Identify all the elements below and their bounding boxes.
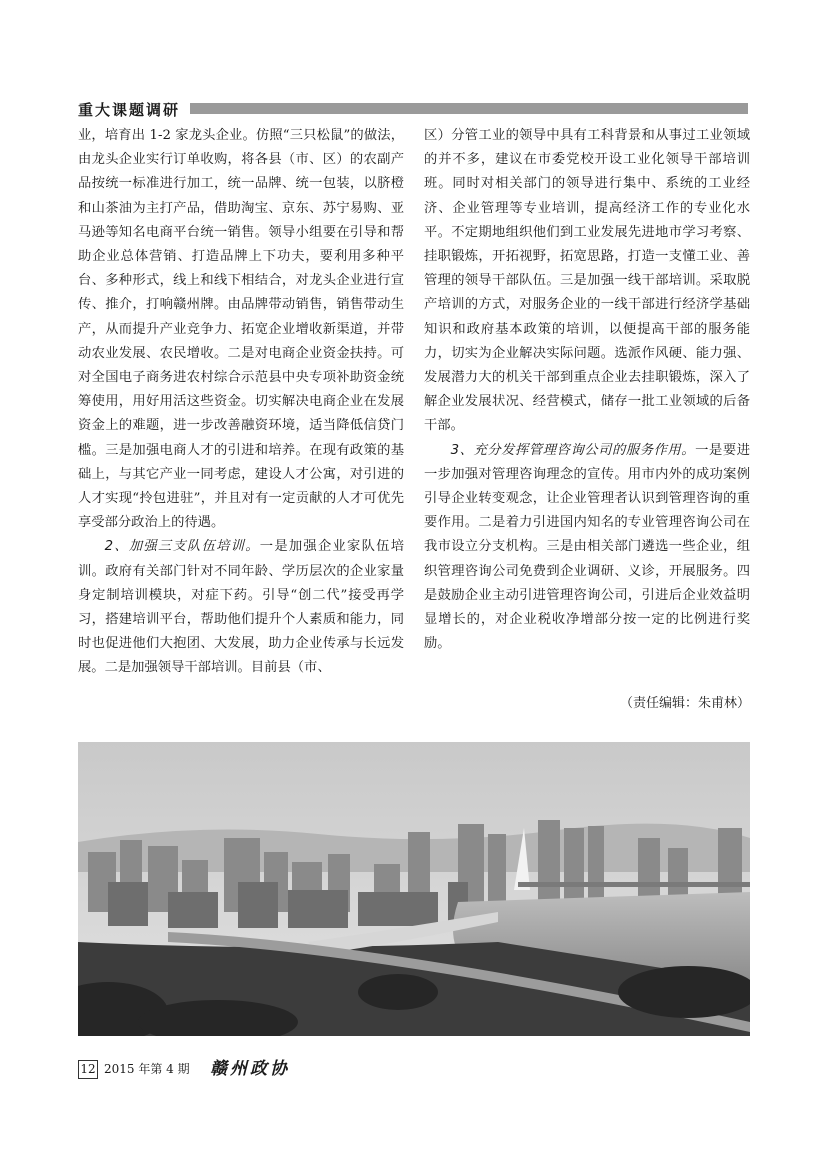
subheading-3: 3、充分发挥管理咨询公司的服务作用。 — [450, 442, 696, 458]
right-paragraph-2 — [424, 439, 750, 657]
editor-credit: （责任编辑：朱甫林） — [619, 696, 750, 711]
page-footer — [78, 1058, 478, 1082]
left-paragraph-2-body: 一是加强企业家队伍培训。政府有关部门针对不同年龄、学历层次的企业家量身定制培训模块，对症下药。引导“创二代”接受再学习，搭建培训平台，帮助他们提升个人素质和能力，同时也促进他们大抱团、大发展，助力企业传承与长远发展。二是加强领导干部培训。目前县（市、 — [78, 539, 404, 676]
issue-label: 2015 年第 4 期 — [104, 1062, 190, 1076]
subheading-2: 2、加强三支队伍培训。 — [104, 539, 260, 555]
right-paragraph-2-body: 一是要进一步加强对管理咨询理念的宣传。用市内外的成功案例引导企业转变观念，让企业管理者认识到管理咨询的重要作用。二是着力引进国内知名的专业管理咨询公司在我市设立分支机构。三是由相关部门遴选一些企业，组织管理咨询公司免费到企业调研、义诊，开展服务。四是鼓励企业主动引进管理咨询公司，引进后企业效益明显增长的，对企业税收净增部分按一定的比例进行奖励。 — [424, 442, 751, 652]
page-number: 12 — [78, 1060, 98, 1079]
left-paragraph-1: 业，培育出 1-2 家龙头企业。仿照“三只松鼠”的做法，由龙头企业实行订单收购，将各县（市、区）的农副产品按统一标准进行加工，统一品牌、统一包装，以脐橙和山茶油为主打产品，借助淘宝、京东、苏宁易购、亚马逊等知名电商平台统一销售。领导小组要在引导和帮助企业总体营销、打造品牌上下功夫，要利用多种平台、多种形式，线上和线下相结合，对龙头企业进行宣传、推介，打响赣州牌。由品牌带动销售，销售带动生产，从而提升产业竞争力、拓宽企业增收新渠道，并带动农业发展、农民增收。二是对电商企业资金扶持。可对全国电子商务进农村综合示范县中央专项补助资金统筹使用，用好用活这些资金。切实解决电商企业在发展资金上的难题，进一步改善融资环境，适当降低信贷门槛。三是加强电商人才的引进和培养。在现有政策的基础上，与其它产业一同考虑，建设人才公寓，对引进的人才实现“拎包进驻”，并且对有一定贡献的人才可优先享受部分政治上的待遇。 — [78, 128, 404, 531]
section-header — [78, 100, 748, 122]
journal-name: 赣州政协 — [210, 1059, 290, 1079]
right-paragraph-1: 区）分管工业的领导中具有工科背景和从事过工业领域的并不多，建议在市委党校开设工业化领导干部培训班。同时对相关部门的领导进行集中、系统的工业经济、企业管理等专业培训，提高经济工作的专业化水平。不定期地组织他们到工业发展先进地市学习考察、挂职锻炼，开拓视野，拓宽思路，打造一支懂工业、善管理的领导干部队伍。三是加强一线干部培训。采取脱产培训的方式，对服务企业的一线干部进行经济学基础知识和政府基本政策的培训，以便提高干部的服务能力，切实为企业解决实际问题。选派作风硬、能力强、发展潜力大的机关干部到重点企业去挂职锻炼，深入了解企业发展状况、经营模式，储存一批工业领域的后备干部。 — [424, 128, 750, 434]
header-rule — [190, 103, 748, 114]
section-title: 重大课题调研 — [78, 101, 181, 119]
right-column — [424, 124, 750, 656]
left-column — [78, 124, 404, 681]
left-paragraph-2 — [78, 535, 404, 680]
city-river-photo — [78, 742, 750, 1036]
